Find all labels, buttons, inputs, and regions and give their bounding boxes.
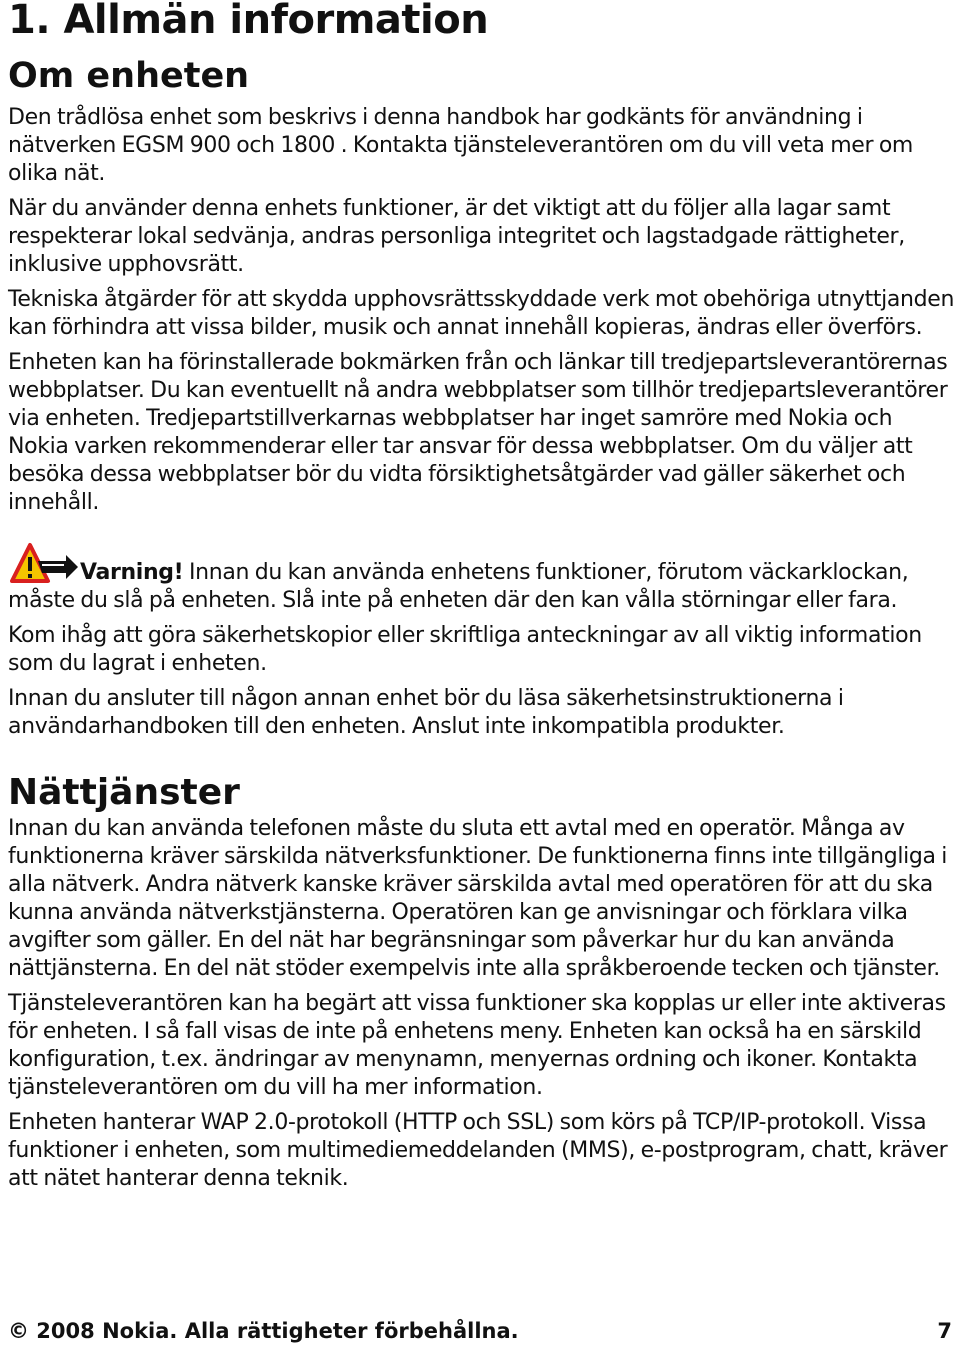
warning-note xyxy=(8,541,956,615)
warning-text: Innan du kan använda enhetens funktioner, förutom väckarklockan, måste du slå på enheten. Slå inte på enheten där den kan vålla störningar eller fara. xyxy=(8,560,909,613)
paragraph: Kom ihåg att göra säkerhetskopior eller skriftliga anteckningar av all viktig information som du lagrat i enheten. xyxy=(8,623,922,676)
paragraph: Enheten hanterar WAP 2.0-protokoll (HTTP och SSL) som körs på TCP/IP-protokoll. Vissa funktioner i enheten, som multimediemeddelanden (MMS), e-postprogram, chatt, kräver att nätet hanterar denna teknik. xyxy=(8,1110,948,1191)
chapter-title: 1. Allmän information xyxy=(8,0,489,43)
section-heading-nattjanster: Nättjänster xyxy=(8,772,240,813)
paragraph: Den trådlösa enhet som beskrivs i denna handbok har godkänts för användning i nätverken EGSM 900 och 1800 . Kontakta tjänsteleverantören om du vill veta mer om olika nät. xyxy=(8,105,914,186)
copyright-notice: © 2008 Nokia. Alla rättigheter förbehållna. xyxy=(8,1319,519,1343)
paragraph: Tekniska åtgärder för att skydda upphovsrättsskyddade verk mot obehöriga utnyttjanden kan förhindra att vissa bilder, musik och annat innehåll kopieras, ändras eller överförs. xyxy=(8,287,955,340)
paragraph: Tjänsteleverantören kan ha begärt att vissa funktioner ska kopplas ur eller inte aktiveras för enheten. I så fall visas de inte på enhetens meny. Enheten kan också ha en särskild konfiguration, t.ex. ändringar av menynamn, menyernas ordning och ikoner. Kontakta tjänsteleverantören om du vill ha mer information. xyxy=(8,991,946,1100)
paragraph: När du använder denna enhets funktioner, är det viktigt att du följer alla lagar samt respekterar lokal sedvänja, andras personliga integritet och lagstadgade rättigheter, inklusive upphovsrätt. xyxy=(8,196,905,277)
warning-hand-icon xyxy=(8,541,80,585)
section-heading-om-enheten: Om enheten xyxy=(8,56,250,96)
paragraph: Enheten kan ha förinstallerade bokmärken från och länkar till tredjepartsleverantörernas webbplatser. Du kan eventuellt nå andra webbplatser som tillhör tredjepartsleverantörer via enheten. Tredjepartstillverkarnas webbplatser har inget samröre med Nokia och Nokia varken rekommenderar eller tar ansvar för dessa webbplatser. Om du väljer att besöka dessa webbplatser bör du vidta försiktighetsåtgärder vad gäller säkerhet och innehåll. xyxy=(8,350,948,515)
paragraph: Innan du ansluter till någon annan enhet bör du läsa säkerhetsinstruktionerna i användarhandboken till den enheten. Anslut inte inkompatibla produkter. xyxy=(8,686,844,739)
warning-label: Varning! xyxy=(80,560,184,585)
document-page xyxy=(8,0,956,1200)
page-footer xyxy=(8,1316,952,1346)
page-number: 7 xyxy=(937,1319,952,1343)
paragraph: Innan du kan använda telefonen måste du sluta ett avtal med en operatör. Många av funktionerna kräver särskilda nätverksfunktioner. De funktionerna finns inte tillgängliga i alla nätverk. Andra nätverk kanske kräver särskilda avtal med operatören för att du ska kunna använda nätverkstjänsterna. Operatören kan ge anvisningar och förklara vilka avgifter som gäller. En del nät har begränsningar som påverkar hur du kan använda nättjänsterna. En del nät stöder exempelvis inte alla språkberoende tecken och tjänster. xyxy=(8,816,947,981)
